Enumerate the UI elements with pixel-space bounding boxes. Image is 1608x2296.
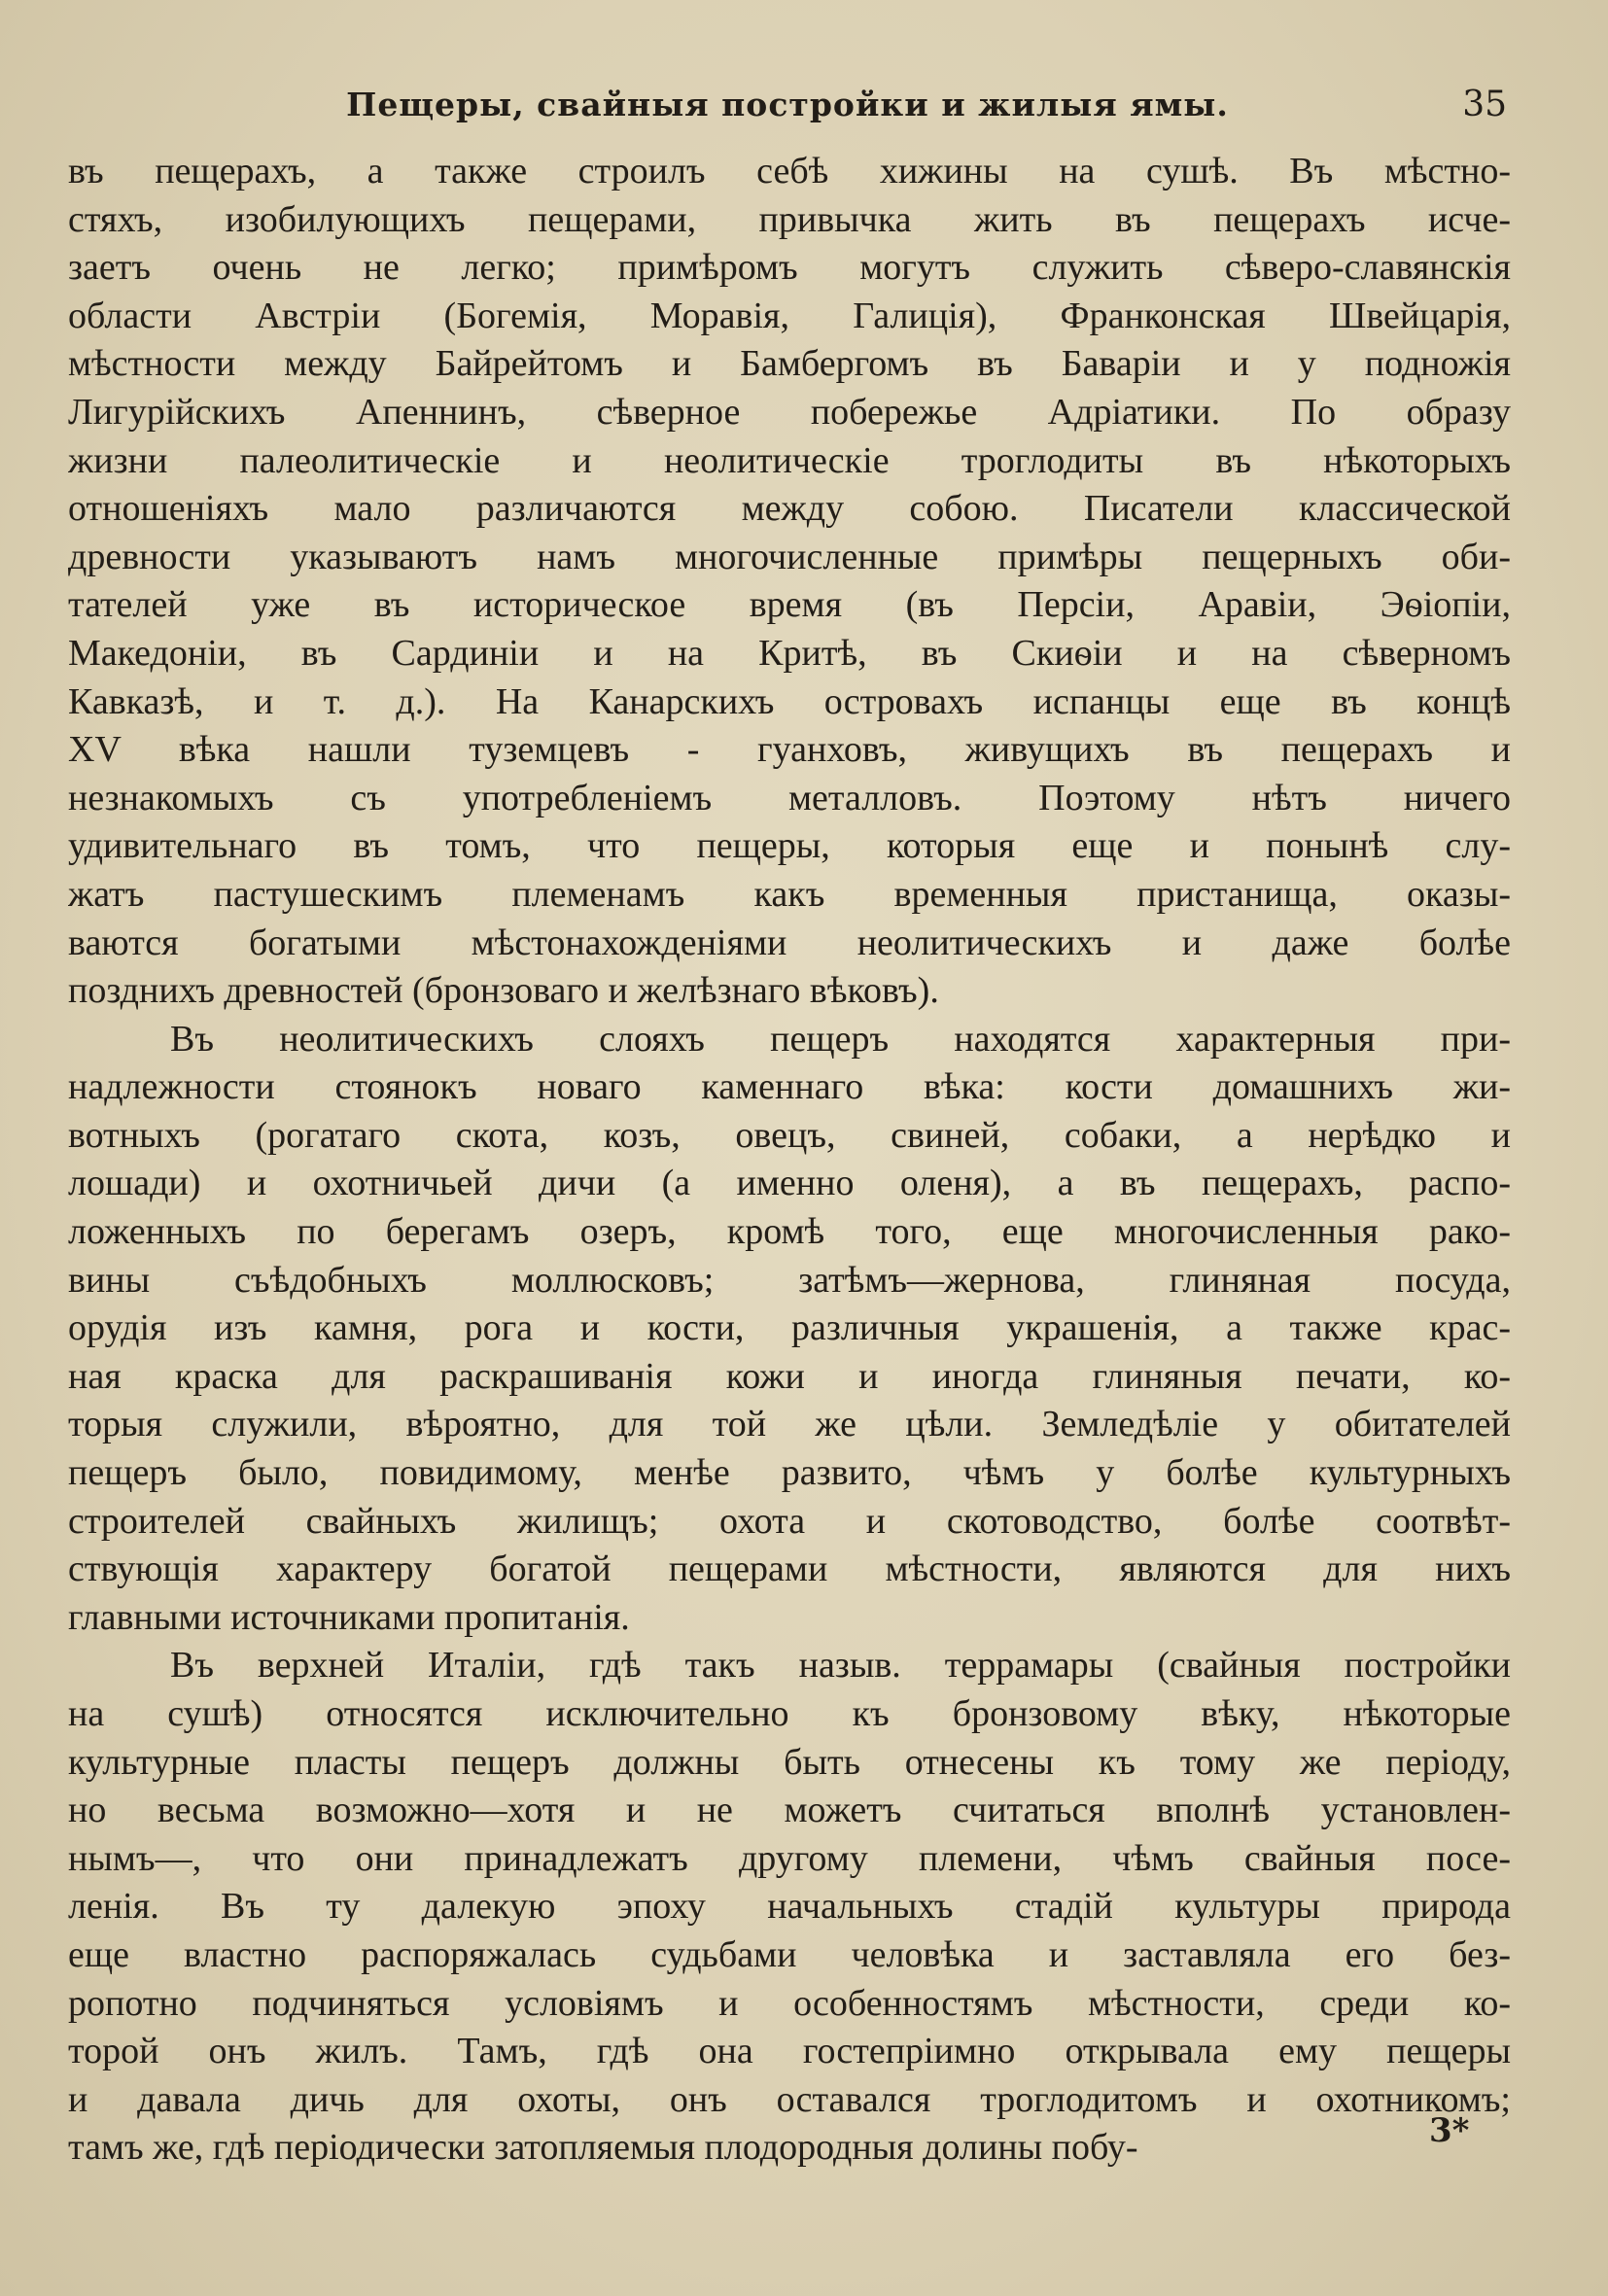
- text-line: XV вѣка нашли туземцевъ - гуанховъ, живущихъ въ пещерахъ и: [68, 729, 1511, 771]
- text-line: строителей свайныхъ жилищъ; охота и скотоводство, болѣе соотвѣт-: [68, 1500, 1511, 1542]
- text-line: мѣстности между Байрейтомъ и Бамбергомъ въ Баваріи и у подножія: [68, 343, 1511, 385]
- text-line: лошади) и охотничьей дичи (а именно оленя), а въ пещерахъ, распо-: [68, 1163, 1511, 1204]
- text-line: жизни палеолитическіе и неолитическіе троглодиты въ нѣкоторыхъ: [68, 439, 1511, 481]
- text-line: надлежности стоянокъ новаго каменнаго вѣка: кости домашнихъ жи-: [68, 1066, 1511, 1108]
- body-text: [68, 148, 1511, 2173]
- text-line: древности указываютъ намъ многочисленные примѣры пещерныхъ оби-: [68, 536, 1511, 577]
- text-line: области Австріи (Богемія, Моравія, Галиція), Франконская Швейцарія,: [68, 295, 1511, 336]
- text-line: тамъ же, гдѣ періодически затопляемыя плодородныя долины побу-: [68, 2127, 1138, 2169]
- text-line: незнакомыхъ съ употребленіемъ металловъ. Поэтому нѣтъ ничего: [68, 777, 1511, 818]
- text-line: Македоніи, въ Сардиніи и на Критѣ, въ Скиѳіи и на сѣверномъ: [68, 632, 1511, 674]
- text-line: стяхъ, изобилующихъ пещерами, привычка жить въ пещерахъ исче-: [68, 198, 1511, 240]
- text-line: орудія изъ камня, рога и кости, различныя украшенія, а также крас-: [68, 1307, 1511, 1349]
- text-line: ленія. Въ ту далекую эпоху начальныхъ стадій культуры природа: [68, 1886, 1511, 1928]
- text-line: жатъ пастушескимъ племенамъ какъ временныя пристанища, оказы-: [68, 873, 1511, 915]
- signature-mark: 3*: [1429, 2111, 1470, 2150]
- text-line: заетъ очень не легко; примѣромъ могутъ служить сѣверо-славянскія: [68, 247, 1511, 289]
- text-line: ложенныхъ по берегамъ озеръ, кромѣ того, еще многочисленныя рако-: [68, 1211, 1511, 1253]
- text-line: ствующія характеру богатой пещерами мѣстности, являются для нихъ: [68, 1548, 1511, 1590]
- text-line: вотныхъ (рогатаго скота, козъ, овецъ, свиней, собаки, а нерѣдко и: [68, 1114, 1511, 1156]
- text-line: Кавказѣ, и т. д.). На Канарскихъ островахъ испанцы еще въ концѣ: [68, 680, 1511, 722]
- paragraph: [68, 1016, 1511, 1643]
- running-head: [68, 76, 1507, 134]
- text-line: культурные пласты пещеръ должны быть отнесены къ тому же періоду,: [68, 1741, 1511, 1783]
- text-line: главными источниками пропитанія.: [68, 1596, 630, 1638]
- text-line: но весьма возможно—хотя и не можетъ считаться вполнѣ установлен-: [68, 1790, 1511, 1831]
- text-line: торой онъ жилъ. Тамъ, гдѣ она гостепріимно открывала ему пещеры: [68, 2031, 1511, 2072]
- text-line: и давала дичь для охоты, онъ оставался троглодитомъ и охотникомъ;: [68, 2078, 1511, 2120]
- text-line: Въ неолитическихъ слояхъ пещеръ находятся характерныя при-: [170, 1018, 1511, 1060]
- text-line: ная краска для раскрашиванія кожи и иногда глиняныя печати, ко-: [68, 1355, 1511, 1397]
- text-line: Въ верхней Италіи, гдѣ такъ назыв. террамары (свайныя постройки: [170, 1645, 1511, 1687]
- text-line: ваются богатыми мѣстонахожденіями неолитическихъ и даже болѣе: [68, 922, 1511, 963]
- paragraph: [68, 1642, 1511, 2173]
- text-line: позднихъ древностей (бронзоваго и желѣзнаго вѣковъ).: [68, 970, 939, 1012]
- text-line: удивительнаго въ томъ, что пещеры, которыя еще и понынѣ слу-: [68, 825, 1511, 867]
- text-line: въ пещерахъ, а также строилъ себѣ хижины на сушѣ. Въ мѣстно-: [68, 151, 1511, 191]
- text-line: вины съѣдобныхъ моллюсковъ; затѣмъ—жернова, глиняная посуда,: [68, 1259, 1511, 1301]
- text-line: Лигурійскихъ Апеннинъ, сѣверное побережье Адріатики. По образу: [68, 391, 1511, 433]
- running-title: Пещеры, свайныя постройки и жилыя ямы.: [346, 86, 1229, 123]
- paragraph: [68, 148, 1511, 1016]
- text-line: пещеръ было, повидимому, менѣе развито, чѣмъ у болѣе культурныхъ: [68, 1452, 1511, 1494]
- text-line: торыя служили, вѣроятно, для той же цѣли. Земледѣліе у обитателей: [68, 1404, 1511, 1445]
- text-line: нымъ—, что они принадлежатъ другому племени, чѣмъ свайныя посе-: [68, 1837, 1511, 1879]
- text-line: ропотно подчиняться условіямъ и особенностямъ мѣстности, среди ко-: [68, 1982, 1511, 2024]
- text-line: на сушѣ) относятся исключительно къ бронзовому вѣку, нѣкоторые: [68, 1693, 1511, 1734]
- text-line: отношеніяхъ мало различаются между собою. Писатели классической: [68, 488, 1511, 530]
- page-number: 35: [1462, 85, 1507, 124]
- text-line: еще властно распоряжалась судьбами человѣка и заставляла его без-: [68, 1933, 1511, 1975]
- text-line: тателей уже въ историческое время (въ Персіи, Аравіи, Эѳіопіи,: [68, 584, 1511, 626]
